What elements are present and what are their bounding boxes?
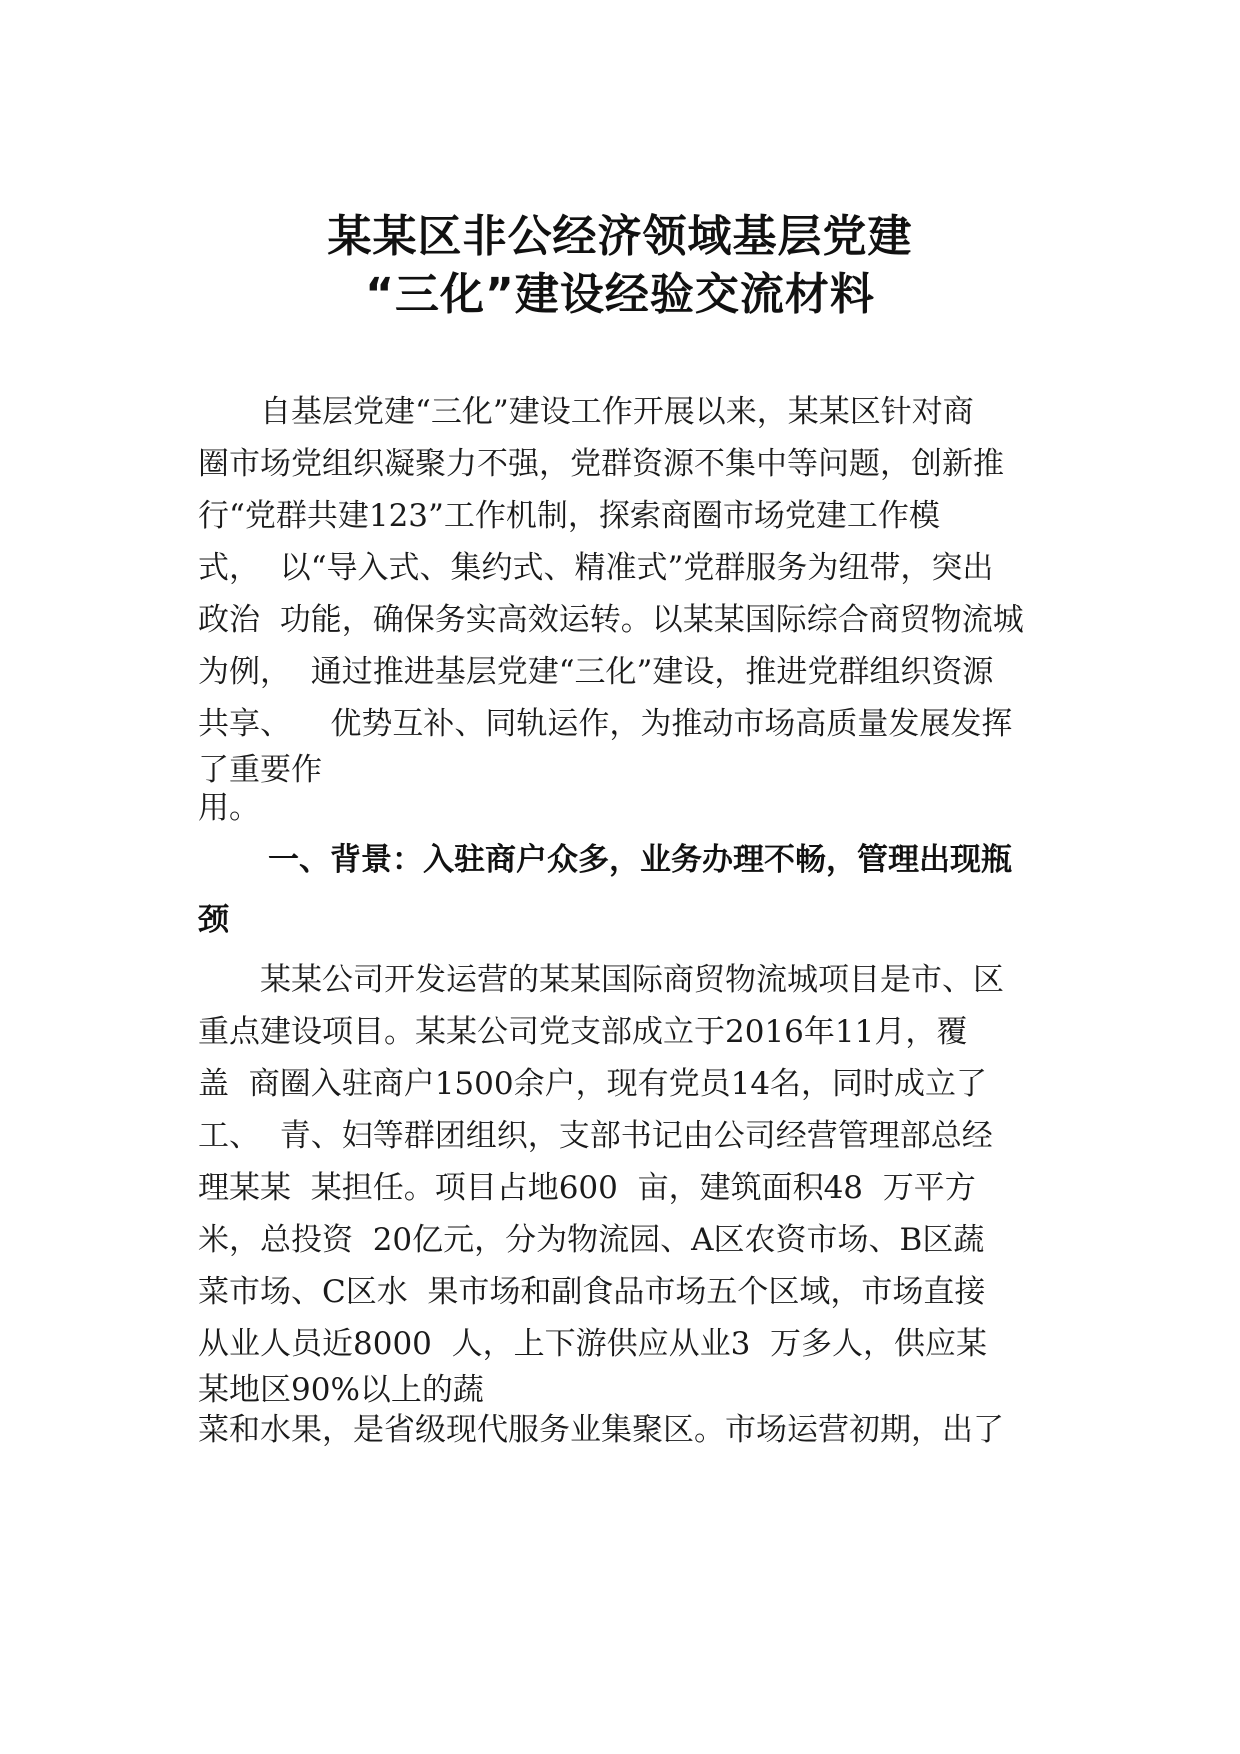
body-line: 米，总投资 20亿元，分为物流园、A区农资市场、B区蔬: [198, 1222, 985, 1258]
intro-line: 行“党群共建123”工作机制，探索商圈市场党建工作模: [198, 498, 940, 534]
intro-line: 用。: [198, 790, 260, 826]
section-1-heading: 一、背景：入驻商户众多，业务办理不畅，管理出现瓶: [268, 842, 1012, 878]
title-line-2: “三化”建设经验交流材料: [365, 269, 875, 320]
document-title: [0, 208, 1240, 324]
body-line: 某地区90%以上的蔬: [198, 1372, 484, 1408]
intro-line: 式， 以“导入式、集约式、精准式”党群服务为纽带，突出: [198, 550, 994, 586]
section-1-heading-continued: 颈: [198, 902, 229, 938]
intro-line: 圈市场党组织凝聚力不强，党群资源不集中等问题，创新推: [198, 446, 1004, 482]
body-line: 某某公司开发运营的某某国际商贸物流城项目是市、区: [198, 962, 1004, 998]
intro-line: 了重要作: [198, 752, 322, 788]
intro-line: 共享、 优势互补、同轨运作，为推动市场高质量发展发挥: [198, 706, 1013, 742]
body-line: 菜市场、C区水 果市场和副食品市场五个区域，市场直接: [198, 1274, 986, 1310]
body-line: 盖 商圈入驻商户1500余户，现有党员14名，同时成立了: [198, 1066, 988, 1102]
intro-line: 自基层党建“三化”建设工作开展以来，某某区针对商: [198, 394, 974, 430]
body-line: 工、 青、妇等群团组织，支部书记由公司经营管理部总经: [198, 1118, 993, 1154]
body-line: 从业人员近8000 人，上下游供应从业3 万多人，供应某: [198, 1326, 988, 1362]
intro-line: 政治 功能，确保务实高效运转。以某某国际综合商贸物流城: [198, 602, 1024, 638]
body-line: 理某某 某担任。项目占地600 亩，建筑面积48 万平方: [198, 1170, 976, 1206]
body-line: 重点建设项目。某某公司党支部成立于2016年11月，覆: [198, 1014, 968, 1050]
title-line-1: 某某区非公经济领域基层党建: [327, 211, 913, 262]
body-line: 菜和水果，是省级现代服务业集聚区。市场运营初期，出了: [198, 1412, 1004, 1448]
intro-line: 为例， 通过推进基层党建“三化”建设，推进党群组织资源: [198, 654, 994, 690]
